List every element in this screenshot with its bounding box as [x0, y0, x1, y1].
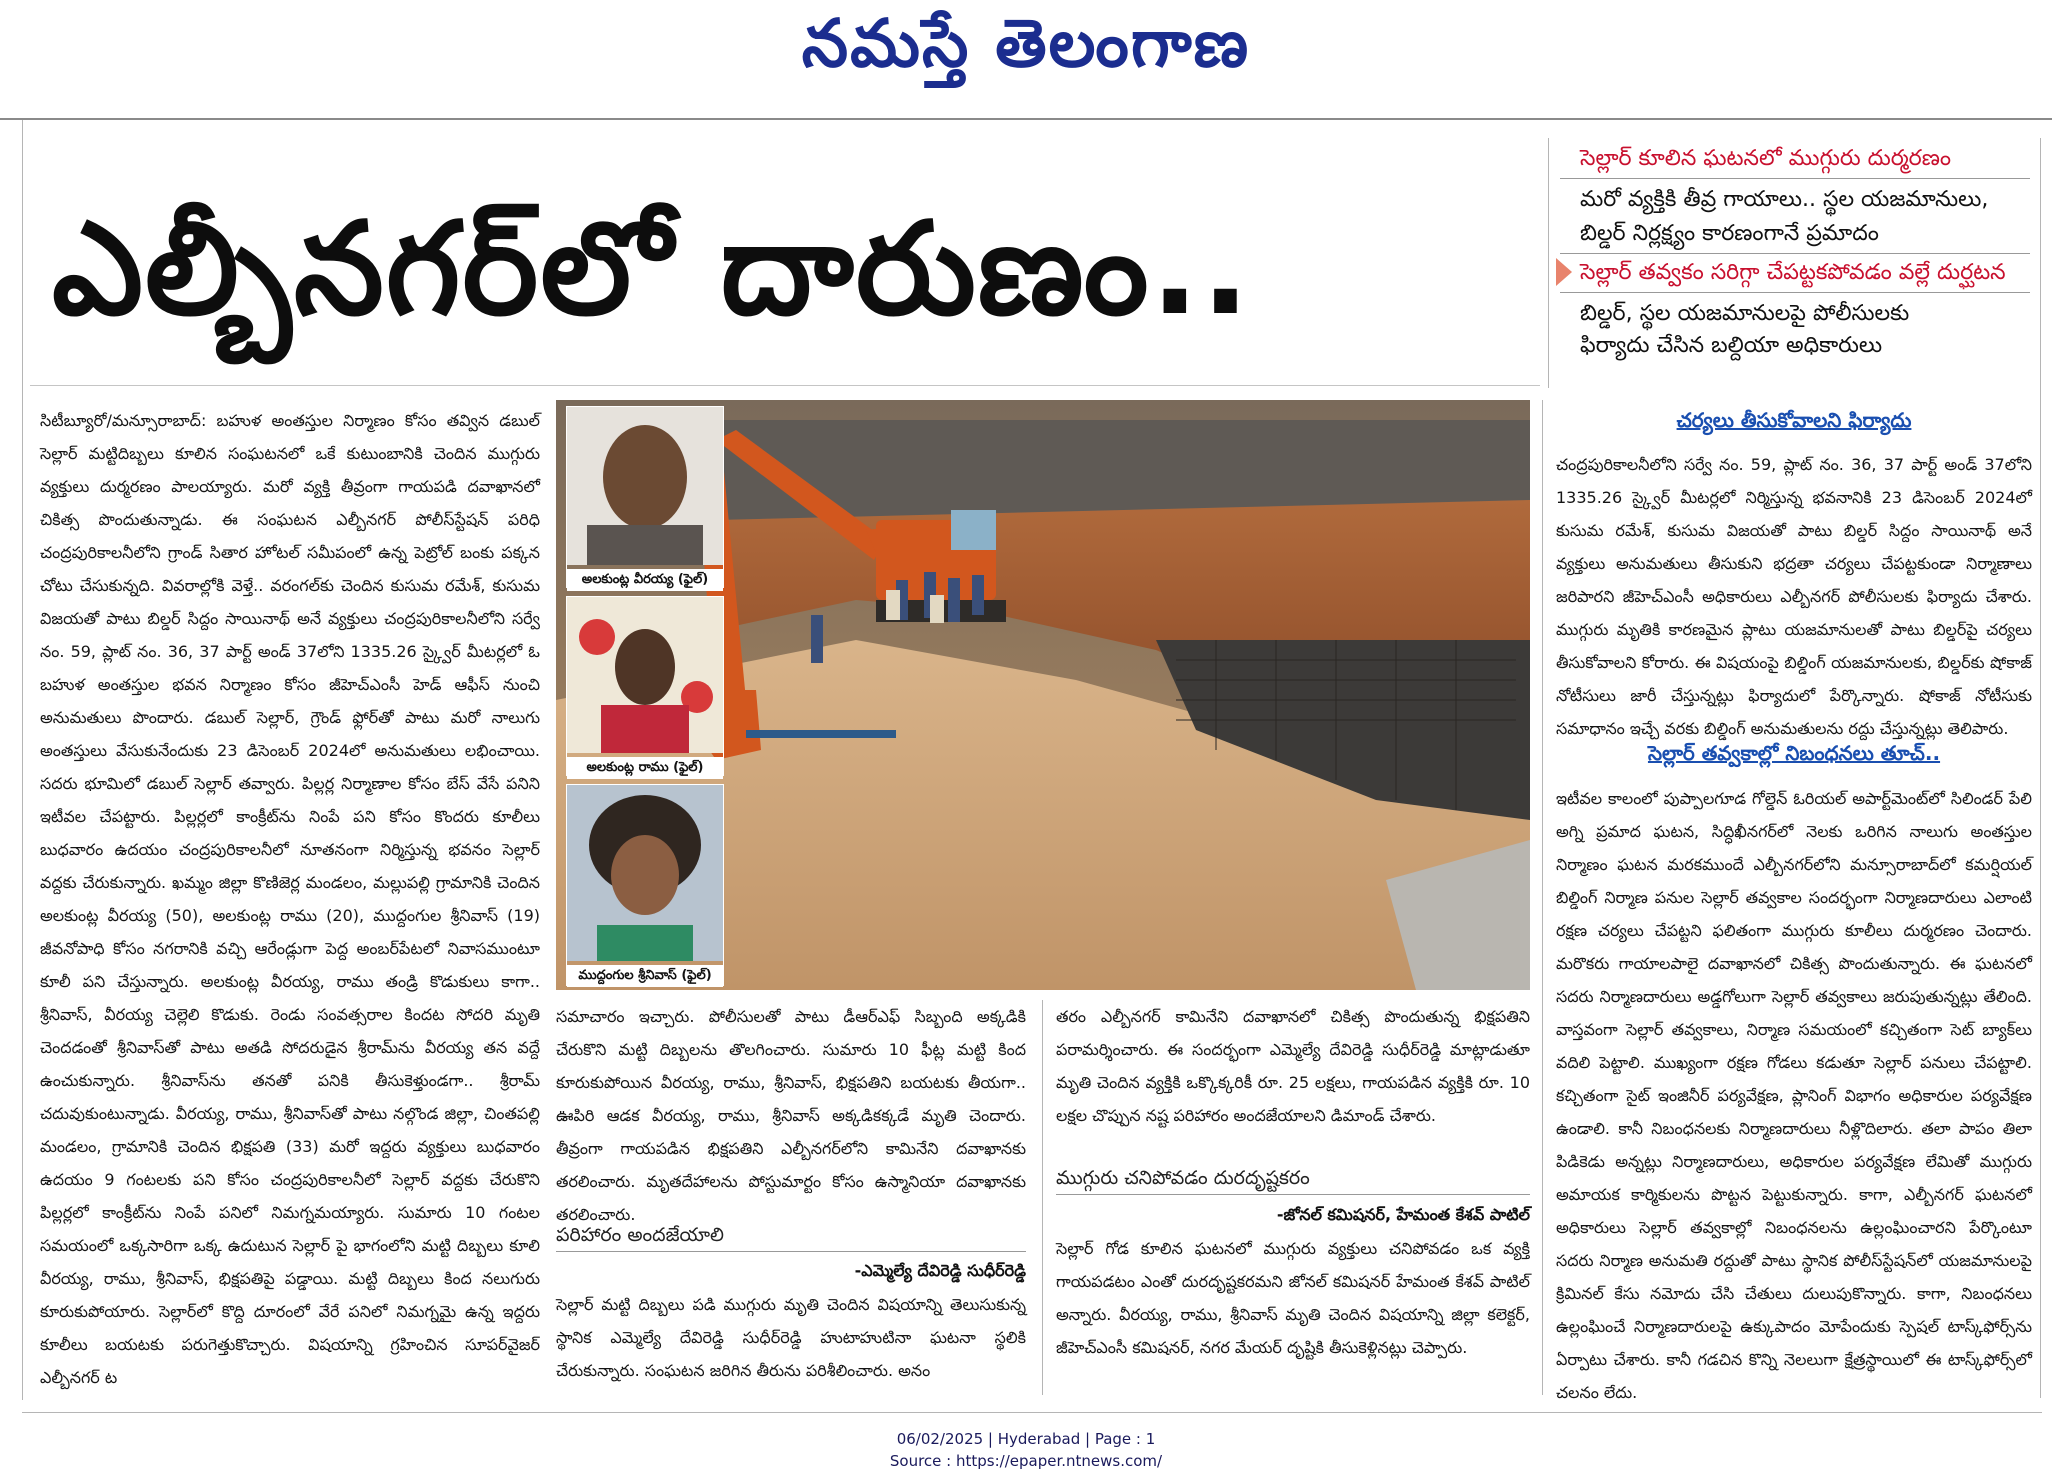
portrait-placeholder — [567, 785, 723, 961]
article-column-2-part-2: సెల్లార్‌ మట్టి దిబ్బలు పడి ముగ్గురు మృతి చెందిన విషయాన్ని తెలుసుకున్న స్థానిక ఎమ్మెల్యే దేవిరెడ్డి సుధీర్‌రెడ్డి హుటాహుటినా ఘటనా స్థలికి చేరుకున్నారు. సంఘటన జరిగిన తీరును పరిశీలించారు. అనం — [556, 1295, 1026, 1380]
deck — [1560, 140, 2030, 361]
column-separator-3-4 — [1542, 400, 1543, 1395]
inset-caption-2: అలకుంట్ల రాము (ఫైల్‌) — [567, 757, 723, 779]
article-column-3: తరం ఎల్బీనగర్‌ కామినేని దవాఖానలో చికిత్స పొందుతున్న భిక్షపతిని పరామర్శించారు. ఈ సందర్భంగా ఎమ్మెల్యే దేవిరెడ్డి సుధీర్‌రెడ్డి మాట్లాడుతూ మృతి చెందిన వ్యక్తికి ఒక్కొక్కరికీ రూ. 25 లక్షలు, గాయపడిన వ్యక్తికి రూ. 10 లక్షల చొప్పున నష్ట పరిహారం అందజేయాలని డిమాండ్‌ చేశారు. — [1056, 1007, 1530, 1125]
section-rule-3 — [1056, 1194, 1530, 1195]
inset-caption-3: ముద్దంగుల శ్రీనివాస్‌ (ఫైల్‌) — [567, 965, 723, 987]
article-column-4-part-1: చంద్రపురికాలనీలోని సర్వే నం. 59, ప్లాట్‌ నం. 36, 37 పార్ట్‌ అండ్‌ 37లోని 1335.26 స్క్వైర్‌ మీటర్లలో నిర్మిస్తున్న భవనానికి 23 డిసెంబర్‌ 2024లో కుసుమ రమేశ్‌, కుసుమ విజయతో పాటు బిల్డర్‌ సిద్దం సాయినాథ్‌ అనే వ్యక్తులు అనుమతులు తీసుకుని భద్రతా చర్యలు చేపట్టకుండా నిర్మాణాలు జరిపారని జీహెచ్‌ఎంసీ అధికారులు ఎల్బీనగర్‌ పోలీసులకు ఫిర్యాదు చేశారు. ముగ్గురు మృతికి కారణమైన ప్లాటు యజమానులతో పాటు బిల్డర్‌పై చర్యలు తీసుకోవాలని కోరారు. ఈ విషయంపై బిల్డింగ్‌ యజమానులకు, బిల్డర్‌కు షోకాజ్‌ నోటీసులు జారీ చేస్తున్నట్లు ఫిర్యాదులో పేర్కొన్నారు. షోకాజ్‌ నోటీసుకు సమాధానం ఇచ్చే వరకు బిల్డింగ్‌ అనుమతులను రద్దు చేస్తున్నట్లు తెలిపారు. — [1556, 455, 2032, 738]
byline-zonal-commissioner: -జోనల్‌ కమిషనర్‌, హేమంత కేశవ్‌ పాటిల్‌ — [1276, 1205, 1530, 1224]
section-head-unfortunate: ముగ్గురు చనిపోవడం దురదృష్టకరం — [1056, 1167, 1310, 1189]
article-column-2: సమాచారం ఇచ్చారు. పోలీసులతో పాటు డీఆర్‌ఎఫ్‌ సిబ్బంది అక్కడికి చేరుకొని మట్టి దిబ్బలను తొలగించారు. సుమారు 10 ఫీట్ల మట్టి కింద కూరుకుపోయిన వీరయ్య, రాము, శ్రీనివాస్‌, భిక్షపతిని బయటకు తీయగా.. ఊపిరి ఆడక వీరయ్య, రాము, శ్రీనివాస్‌ అక్కడికక్కడే మృతి చెందారు. తీవ్రంగా గాయపడిన భిక్షపతిని ఎల్బీనగర్‌లోని కామినేని దవాఖానకు తరలించారు. మృతదేహాలను పోస్టుమార్టం కోసం ఉస్మానియా దవాఖానకు తరలించారు. — [556, 1007, 1026, 1224]
deck-line-3: బిల్డర్‌ నిర్లక్ష్యం కారణంగానే ప్రమాదం — [1560, 215, 2030, 254]
inset-caption-1: అలకుంట్ల వీరయ్య (ఫైల్‌) — [567, 569, 723, 591]
footer-divider — [22, 1412, 2042, 1413]
deck-line-1: సెల్లార్‌ కూలిన ఘటనలో ముగ్గురు దుర్మరణం — [1560, 140, 2030, 179]
page-left-border — [22, 120, 23, 1400]
deck-line-6: ఫిర్యాదు చేసిన బల్దియా అధికారులు — [1580, 333, 1883, 358]
column-separator-2-3 — [1042, 1000, 1043, 1395]
subhead-complaint: చర్యలు తీసుకోవాలని ఫిర్యాదు — [1676, 408, 1912, 432]
article-column-4-part-2: ఇటీవల కాలంలో పుప్పాలగూడ గోల్డెన్‌ ఓరియల్‌ అపార్ట్‌మెంట్‌లో సిలిండర్‌ పేలి అగ్ని ప్రమాద ఘటన, సిద్ధిఖీనగర్‌లో నెలకు ఒరిగిన నాలుగు అంతస్తుల నిర్మాణం ఘటన మరకముందే ఎల్బీనగర్‌లోని మన్సూరాబాద్‌లో కమర్షియల్‌ బిల్డింగ్‌ నిర్మాణ పనుల సెల్లార్‌ తవ్వకాల సందర్భంగా నిర్మాణదారులు ఎలాంటి రక్షణ చర్యలు చేపట్టని ఫలితంగా ముగ్గురు కూలీలు దుర్మరణం చెందారు. మరొకరు గాయాలపాలై దవాఖానలో చికిత్స పొందుతున్నారు. ఈ ఘటనలో సదరు నిర్మాణదారులు అడ్డగోలుగా సెల్లార్‌ తవ్వకాలు జరుపుతున్నట్లు తేలింది. వాస్తవంగా సెల్లార్‌ తవ్వకాలు, నిర్మాణ సమయంలో కచ్చితంగా సెట్‌ బ్యాక్‌లు వదిలి పెట్టాలి. ముఖ్యంగా రక్షణ గోడలు కడుతూ సెల్లార్‌ పనులు చేపట్టాలి. కచ్చితంగా సైట్‌ ఇంజినీర్‌ పర్యవేక్షణ, ప్లానింగ్‌ విభాగం అధికారుల పర్యవేక్షణ ఉండాలి. కానీ నిబంధనలకు నిర్మాణదారులు నీళ్లొదిలారు. తలా పాపం తిలా పిడికెడు అన్నట్లు నిర్మాణదారులు, అధికారుల పర్యవేక్షణ లేమితో ముగ్గురు అమాయక కార్మికులను పొట్టన పెట్టుకున్నారు. కాగా, ఎల్బీనగర్‌ ఘటనలో అధికారులు సెల్లార్‌ తవ్వకాల్లో నిబంధనలను ఉల్లంఘించారని పేర్కొంటూ సదరు నిర్మాణ అనుమతి రద్దుతో పాటు స్థానిక పోలీస్‌స్టేషన్‌లో యజమానులపై క్రిమినల్‌ కేసు నమోదు చేసి చేతులు దులుపుకొన్నారు. కాగా, నిబంధనలు ఉల్లంఘించే నిర్మాణదారులపై ఉక్కుపాదం మోపేందుకు స్పెషల్‌ టాస్క్‌ఫోర్స్‌ను ఏర్పాటు చేశారు. కానీ గడచిన కొన్ని నెలలుగా క్షేత్రస్థాయిలో ఈ టాస్క్‌ఫోర్స్‌లో చలనం లేదు. — [1556, 789, 2032, 1402]
portrait-placeholder — [567, 597, 723, 753]
section-rule-2 — [556, 1251, 1026, 1252]
deck-arrow-icon — [1556, 258, 1572, 286]
deck-line-5: బిల్డర్‌, స్థల యజమానులపై పోలీసులకు — [1580, 301, 1910, 326]
deck-line-2: మరో వ్యక్తికి తీవ్ర గాయాలు.. స్థల యజమానులు, — [1580, 187, 1989, 212]
article-column-1: సిటీబ్యూరో/మన్సూరాబాద్‌: బహుళ అంతస్తుల నిర్మాణం కోసం తవ్విన డబుల్‌ సెల్లార్‌ మట్టిదిబ్బలు కూలిన సంఘటనలో ఒకే కుటుంబానికి చెందిన ముగ్గురు వ్యక్తులు దుర్మరణం పాలయ్యారు. మరో వ్యక్తి తీవ్రంగా గాయపడి దవాఖానలో చికిత్స పొందుతున్నాడు. ఈ సంఘటన ఎల్బీనగర్‌ పోలీస్‌స్టేషన్‌ పరిధి చంద్రపురికాలనీలోని గ్రాండ్‌ సితార హోటల్‌ సమీపంలో ఉన్న పెట్రోల్‌ బంకు పక్కన చోటు చేసుకున్నది. వివరాల్లోకి వెళ్తే.. వరంగల్‌కు చెందిన కుసుమ రమేశ్‌, కుసుమ విజయతో పాటు బిల్డర్‌ సిద్దం సాయినాథ్‌ అనే వ్యక్తులు చంద్రపురికాలనీలోని సర్వే నం. 59, ప్లాట్‌ నం. 36, 37 పార్ట్‌ అండ్‌ 37లోని 1335.26 స్క్వైర్‌ మీటర్లలో ఓ బహుళ అంతస్తుల భవన నిర్మాణం కోసం జీహెచ్‌ఎంసీ హెడ్‌ ఆఫీస్‌ నుంచి అనుమతులు పొందారు. డబుల్‌ సెల్లార్‌, గ్రౌండ్‌ ఫ్లోర్‌తో పాటు మరో నాలుగు అంతస్తులు వేసుకునేందుకు 23 డిసెంబర్‌ 2024లో అనుమతులు లభించాయి. సదరు భూమిలో డబుల్‌ సెల్లార్‌ తవ్వారు. పిల్లర్ల నిర్మాణాల కోసం బేస్‌ వేసే పనిని ఇటీవల చేపట్టారు. పిల్లర్లలో కాంక్రీట్‌ను నింపే పని కోసం కొందరు కూలీలు బుధవారం ఉదయం చంద్రపురికాలనీలో నూతనంగా నిర్మిస్తున్న భవనం సెల్లార్‌ వద్దకు చేరుకున్నారు. ఖమ్మం జిల్లా కొణిజెర్ల మండలం, మల్లుపల్లి గ్రామానికి చెందిన అలకుంట్ల వీరయ్య (50), అలకుంట్ల రాము (20), ముద్దంగుల శ్రీనివాస్‌ (19) జీవనోపాధి కోసం నగరానికి వచ్చి ఆరేండ్లుగా పెద్ద అంబర్‌పేటలో నివాసముంటూ కూలీ పని చేస్తున్నారు. అలకుంట్ల వీరయ్య, రాము తండ్రి కొడుకులు కాగా.. శ్రీనివాస్‌, వీరయ్య చెల్లెలి కొడుకు. రెండు సంవత్సరాల కిందట సోదరి మృతి చెందడంతో శ్రీనివాస్‌తో పాటు అతడి సోదరుడైన శ్రీరామ్‌ను వీరయ్య తన వద్దే ఉంచుకున్నారు. శ్రీనివాస్‌ను తనతో పనికి తీసుకెళ్తుండగా.. శ్రీరామ్‌ చదువుకుంటున్నాడు. వీరయ్య, రాము, శ్రీనివాస్‌తో పాటు నల్గొండ జిల్లా, చింతపల్లి మండలం, గ్రామానికి చెందిన భిక్షపతి (33) మరో ఇద్దరు వ్యక్తులు బుధవారం ఉదయం 9 గంటలకు పని కోసం చంద్రపురికాలనీలో సెల్లార్‌ వద్దకు చేరుకొని పిల్లర్లలో కాంక్రీట్‌ను నింపే పనిలో నిమగ్నమయ్యారు. సుమారు 10 గంటల సమయంలో ఒక్కసారిగా ఒక్క ఉదుటున సెల్లార్‌ పై భాగంలోని మట్టి దిబ్బలు కూలి వీరయ్య, రాము, శ్రీనివాస్‌, భిక్షపతిపై పడ్డాయి. మట్టి దిబ్బలు కింద నలుగురు కూరుకుపోయారు. సెల్లార్‌లో కొద్ది దూరంలో వేరే పనిలో నిమగ్నమై ఉన్న ఇద్దరు కూలీలు బయటకు పరుగెత్తుకొచ్చారు. విషయాన్ని గ్రహించిన సూపర్‌వైజర్‌ ఎల్బీనగర్‌ ట — [40, 411, 540, 1387]
inset-photo-1 — [566, 406, 724, 588]
masthead-title: నమస్తే తెలంగాణ — [801, 5, 1251, 82]
inset-photo-2 — [566, 596, 724, 776]
masthead-divider — [0, 118, 2052, 120]
inset-photo-3 — [566, 784, 724, 986]
deck-divider — [1548, 138, 1549, 388]
headline-divider — [30, 385, 1540, 386]
page-right-border — [2040, 138, 2041, 1398]
subhead-cellar-rules: సెల్లార్‌ తవ్వకాల్లో నిబంధనలు తూచ్‌.. — [1647, 741, 1941, 765]
article-column-3-part-2: సెల్లార్‌ గోడ కూలిన ఘటనలో ముగ్గురు వ్యక్తులు చనిపోవడం ఒక వ్యక్తి గాయపడటం ఎంతో దురదృష్టకరమని జోనల్‌ కమిషనర్‌ హేమంత కేశవ్‌ పాటిల్‌ అన్నారు. వీరయ్య, రాము, శ్రీనివాస్‌ మృతి చెందిన విషయాన్ని జిల్లా కలెక్టర్‌, జీహెచ్‌ఎంసీ కమిషనర్‌, నగర మేయర్‌ దృష్టికి తీసుకెళ్లినట్లు చెప్పారు. — [1056, 1239, 1530, 1357]
footer-dateline: 06/02/2025 | Hyderabad | Page : 1 — [896, 1430, 1156, 1448]
byline-mla: -ఎమ్మెల్యే దేవిరెడ్డి సుధీర్‌రెడ్డి — [854, 1261, 1026, 1280]
footer-source: Source : https://epaper.ntnews.com/ — [889, 1452, 1163, 1470]
headline: ఎల్బీనగర్‌లో దారుణం.. — [52, 195, 1252, 344]
section-head-compensation: పరిహారం అందజేయాలి — [556, 1224, 724, 1246]
portrait-placeholder — [567, 407, 723, 565]
deck-line-4: సెల్లార్‌ తవ్వకం సరిగ్గా చేపట్టకపోవడం వల్లే దుర్ఘటన — [1560, 254, 2030, 293]
